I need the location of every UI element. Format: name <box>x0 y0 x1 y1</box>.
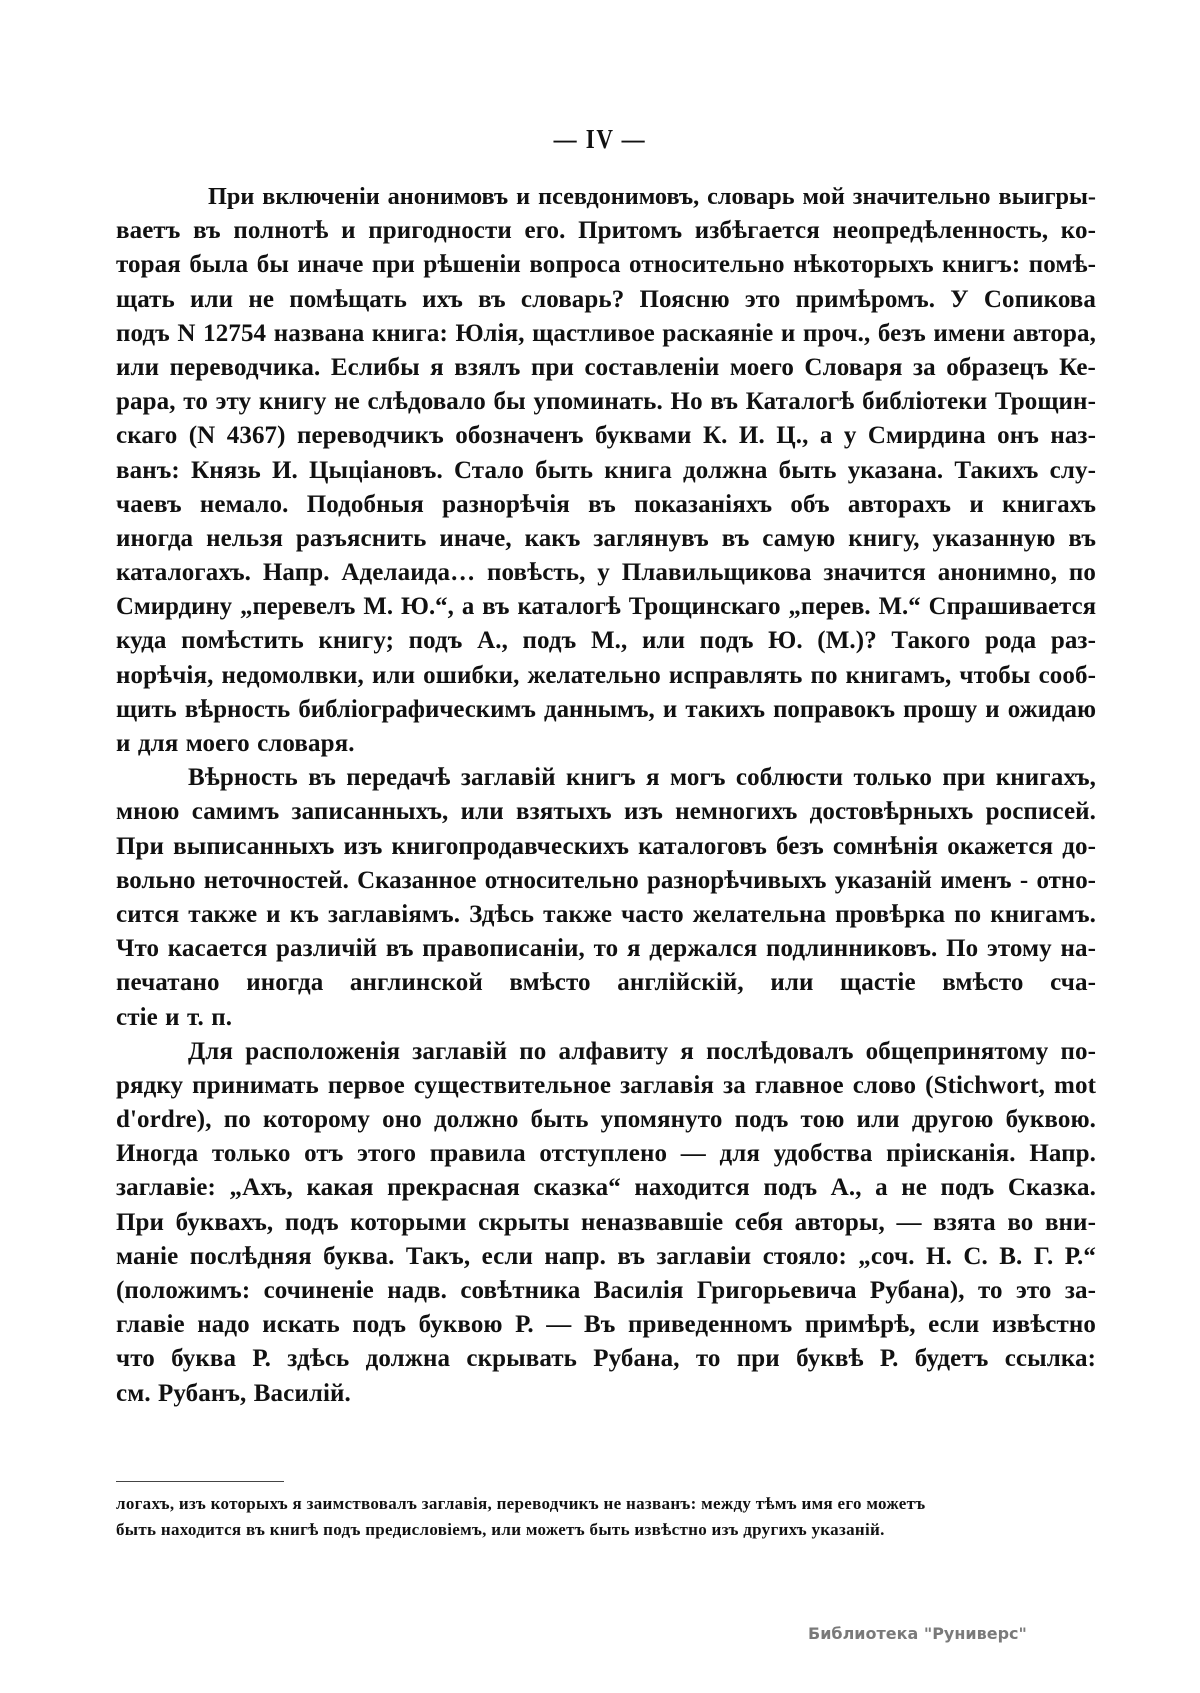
text-line: (положимъ: сочиненіе надв. совѣтника Василія Григорьевича Рубана), то это за- <box>116 1277 1096 1304</box>
text-line: каталогахъ. Напр. Аделаида… повѣсть, у Плавильщикова значится анонимно, по <box>116 559 1096 587</box>
text-line: щить вѣрность библіографическимъ даннымъ, и такихъ поправокъ прошу и ожидаю <box>116 695 1096 723</box>
text-line: подъ N 12754 названа книга: Юлія, щастливое раскаяніе и проч., безъ имени автора, <box>116 319 1096 347</box>
text-line: что буква Р. здѣсь должна скрывать Рубана, то при буквѣ Р. будетъ ссылка: <box>116 1345 1096 1373</box>
text-line: иногда нельзя разъяснить иначе, какъ заглянувъ въ самую книгу, указанную въ <box>116 524 1096 552</box>
text-line: вольно неточностей. Сказанное относительно разнорѣчивыхъ указаній именъ - отно- <box>116 866 1096 894</box>
text-line: рядку принимать первое существительное заглавія за главное слово (Stichwort, mot <box>116 1071 1096 1099</box>
text-line: ванъ: Князь И. Цыціановъ. Стало быть книга должна быть указана. Такихъ слу- <box>116 456 1096 484</box>
text-line: и для моего словаря. <box>116 730 355 757</box>
paragraph-2 <box>116 761 1096 1035</box>
text-line: куда помѣстить книгу; подъ А., подъ М., или подъ Ю. (М.)? Такого рода раз- <box>116 627 1096 655</box>
text-line: При буквахъ, подъ которыми скрыты неназвавшіе себя авторы, — взята во вни- <box>116 1208 1096 1236</box>
text-line: d'ordre), по которому оно должно быть упомянуто подъ тою или другою буквою. <box>116 1106 1096 1134</box>
text-line: или переводчика. Еслибы я взялъ при составленіи моего Словаря за образецъ Ке- <box>116 353 1096 381</box>
footnote-line: логахъ, изъ которыхъ я заимствовалъ заглавія, переводчикъ не названъ: между тѣмъ имя его можетъ <box>116 1494 926 1513</box>
text-line: чаевъ немало. Подобныя разнорѣчія въ показаніяхъ объ авторахъ и книгахъ <box>116 490 1096 518</box>
text-line: мною самимъ записанныхъ, или взятыхъ изъ немногихъ достовѣрныхъ росписей. <box>116 798 1096 826</box>
text-line: Смирдину „перевелъ М. Ю.“, а въ каталогѣ Трощинскаго „перев. М.“ Спрашивается <box>116 593 1096 621</box>
body-text <box>116 180 1096 1411</box>
text-line: норѣчія, недомолвки, или ошибки, желательно исправлять по книгамъ, чтобы сооб- <box>116 661 1096 689</box>
text-line: торая была бы иначе при рѣшеніи вопроса относительно нѣкоторыхъ книгъ: помѣ- <box>116 251 1096 279</box>
text-line: главіе надо искать подъ буквою Р. — Въ приведенномъ примѣрѣ, если извѣстно <box>116 1311 1096 1339</box>
text-line: Иногда только отъ этого правила отступлено — для удобства пріисканія. Напр. <box>116 1140 1096 1168</box>
text-line: стіе и т. п. <box>116 1003 233 1031</box>
text-line: ваетъ въ полнотѣ и пригодности его. Притомъ избѣгается неопредѣленность, ко- <box>116 217 1096 245</box>
text-line: Что касается различій въ правописаніи, то я держался подлинниковъ. По этому на- <box>116 935 1096 963</box>
library-watermark: Библиотека "Руниверс" <box>808 1624 1027 1643</box>
text-line: см. Рубанъ, Василій. <box>116 1379 351 1407</box>
text-line: сится также и къ заглавіямъ. Здѣсь также часто желательна провѣрка по книгамъ. <box>116 900 1096 928</box>
text-line: рара, то эту книгу не слѣдовало бы упоминать. Но въ Каталогѣ библіотеки Трощин- <box>116 388 1096 416</box>
footnote-divider <box>116 1481 284 1482</box>
text-line: печатано иногда англинской вмѣсто англійскій, или щастіе вмѣсто сча- <box>116 969 1096 997</box>
page-number: — IV — <box>553 124 647 154</box>
text-line: Для расположенія заглавій по алфавиту я послѣдовалъ общепринятому по- <box>188 1037 1096 1065</box>
text-line: щать или не помѣщать ихъ въ словарь? Поясню это примѣромъ. У Сопикова <box>116 285 1096 313</box>
footnote <box>116 1491 1016 1543</box>
text-line: скаго (N 4367) переводчикъ обозначенъ буквами К. И. Ц., а у Смирдина онъ наз- <box>116 422 1096 450</box>
paragraph-3 <box>116 1035 1096 1411</box>
text-line: заглавіе: „Ахъ, какая прекрасная сказка“ находится подъ А., а не подъ Сказка. <box>116 1174 1096 1202</box>
footnote-line: быть находится въ книгѣ подъ предисловіемъ, или можетъ быть извѣстно изъ другихъ указаній. <box>116 1520 885 1539</box>
paragraph-1 <box>116 180 1096 761</box>
text-line: При включеніи анонимовъ и псевдонимовъ, словарь мой значительно выигры- <box>208 183 1096 210</box>
text-line: маніе послѣдняя буква. Такъ, если напр. въ заглавіи стояло: „соч. Н. С. В. Г. Р.“ <box>116 1242 1096 1270</box>
text-line: Вѣрность въ передачѣ заглавій книгъ я могъ соблюсти только при книгахъ, <box>188 764 1096 792</box>
text-line: При выписанныхъ изъ книгопродавческихъ каталоговъ безъ сомнѣнія окажется до- <box>116 832 1096 860</box>
